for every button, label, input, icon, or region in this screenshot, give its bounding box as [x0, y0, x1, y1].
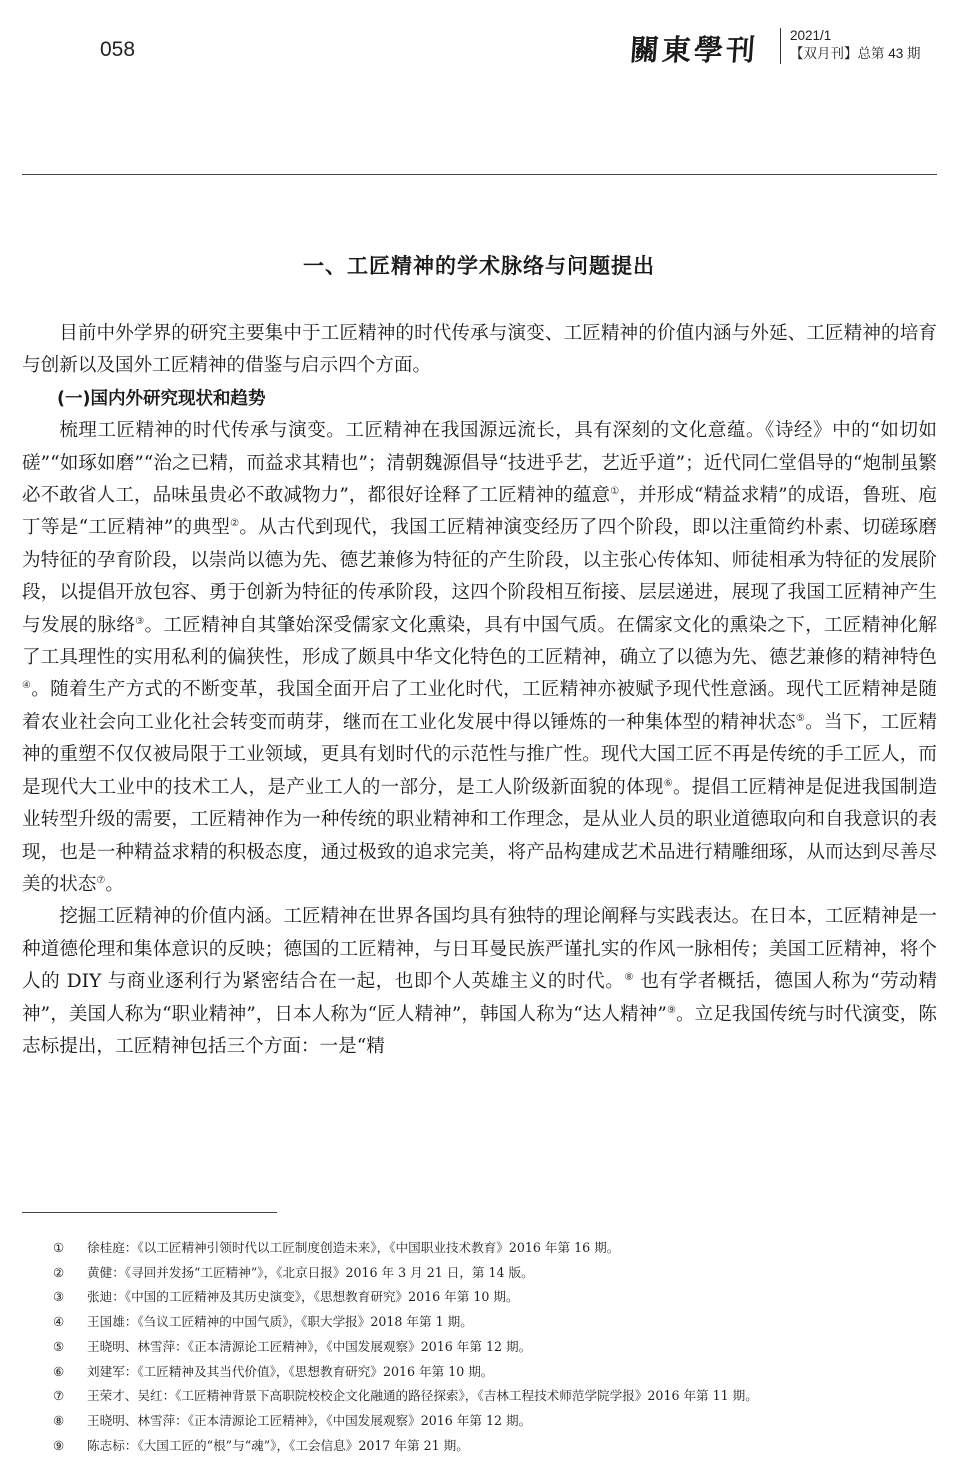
text-run: 。: [105, 873, 124, 895]
footnote-number: ①: [53, 1240, 65, 1255]
footnote-text: 黄健：《寻回并发扬“工匠精神”》，《北京日报》2016 年 3 月 21 日，第 14 版。: [87, 1264, 534, 1280]
footnote-number: ③: [53, 1289, 65, 1305]
subsection-heading: [22, 383, 937, 415]
footnote-number: ④: [53, 1314, 65, 1330]
footnote-item: [22, 1261, 937, 1286]
footnote-number: ⑧: [53, 1412, 65, 1428]
text-run: ，并形成“精益求精”的成语，鲁班、庖丁等是“工匠精神”的典型: [22, 485, 937, 539]
footnote-text: 刘建军：《工匠精神及其当代价值》，《思想教育研究》2016 年第 10 期。: [87, 1363, 494, 1379]
section-title: 一、工匠精神的学术脉络与问题提出: [303, 254, 655, 278]
journal-logo: 關東學刊: [628, 33, 760, 67]
text-run: 挖掘工匠精神的价值内涵。工匠精神在世界各国均具有独特的理论阐释与实践表达。在日本，工匠精神是一种道德伦理和集体意识的反映；德国的工匠精神，与日耳曼民族严谨扎实的作风一脉相传；美国工匠精神，将个人的 DIY 与商业逐利行为紧密结合在一起，也即个人英雄主义的时代。: [22, 906, 937, 993]
footnote-text: 陈志标：《大国工匠的“根”与“魂”》，《工会信息》2017 年第 21 期。: [87, 1437, 469, 1453]
issue-number: 【双月刊】总第 43 期: [790, 46, 921, 61]
text-run: 。随着生产方式的不断变革，我国全面开启了工业化时代，工匠精神亦被赋予现代性意涵。现代工匠精神是随着农业社会向工业化社会转变而萌芽，继而在工业化发展中得以锤炼的一种集体型的精神状态: [22, 679, 937, 733]
footnotes: [22, 1236, 937, 1458]
page-number: 058: [100, 38, 136, 61]
footnote-item: [22, 1360, 937, 1385]
text-run: 。从古代到现代，我国工匠精神演变经历了四个阶段，即以注重简约朴素、切磋琢磨为特征的孕育阶段，以崇尚以德为先、德艺兼修为特征的产生阶段，以主张心传体知、师徒相承为特征的发展阶段，以提倡开放包容、勇于创新为特征的传承阶段，这四个阶段相互衔接、层层递进，展现了我国工匠精神产生与发展的脉络: [22, 517, 937, 636]
footnote-ref: ⑧: [624, 971, 634, 983]
footnote-rule: [22, 1212, 277, 1213]
footnote-text: 王国雄：《刍议工匠精神的中国气质》，《职大学报》2018 年第 1 期。: [87, 1314, 473, 1330]
body-paragraph: [22, 318, 937, 383]
issue-year: 2021/1: [790, 28, 832, 43]
footnote-ref: ⑤: [795, 712, 806, 724]
body-text: [22, 318, 937, 1063]
text-run: 。提倡工匠精神是促进我国制造业转型升级的需要，工匠精神作为一种传统的职业精神和工作理念，是从业人员的职业道德取向和自我意识的表现，也是一种精益求精的积极态度，通过极致的追求完美，将产品构建成艺术品进行精雕细琢，从而达到尽善尽美的状态: [22, 776, 937, 895]
footnote-ref: ①: [610, 485, 620, 497]
footnote-number: ⑥: [53, 1363, 65, 1379]
footnote-ref: ④: [22, 680, 32, 692]
footnote-item: [22, 1384, 937, 1409]
body-paragraph: [22, 415, 937, 901]
header-rule: [22, 174, 937, 175]
footnote-item: [22, 1285, 937, 1310]
footnote-text: 王荣才、吴红：《工匠精神背景下高职院校校企文化融通的路径探索》，《吉林工程技术师范学院学报》2016 年第 11 期。: [87, 1388, 758, 1404]
footnote-number: ⑨: [53, 1437, 65, 1453]
footnote-item: [22, 1335, 937, 1360]
footnote-ref: ③: [135, 615, 145, 627]
footnote-number: ⑦: [53, 1388, 65, 1404]
footnote-number: ⑤: [53, 1338, 65, 1354]
text-run: 梳理工匠精神的时代传承与演变。工匠精神在我国源远流长，具有深刻的文化意蕴。《诗经》中的“如切如磋”“如琢如磨”“治之已精，而益求其精也”；清朝魏源倡导“技进乎艺，艺近乎道”；近代同仁堂倡导的“炮制虽繁必不敢省人工，品味虽贵必不敢减物力”，都很好诠释了工匠精神的蕴意: [22, 420, 937, 507]
footnote-text: 王晓明、林雪萍：《正本清源论工匠精神》，《中国发展观察》2016 年第 12 期。: [87, 1338, 532, 1354]
text-run: 。当下，工匠精神的重塑不仅仅被局限于工业领域，更具有划时代的示范性与推广性。现代大国工匠不再是传统的手工匠人，而是现代大工业中的技术工人，是产业工人的一部分，是工人阶级新面貌的体现: [22, 711, 937, 798]
footnote-item: [22, 1236, 937, 1261]
footnote-ref: ②: [230, 518, 240, 530]
text-run: 也有学者概括，德国人称为“劳动精神”，美国人称为“职业精神”，日本人称为“匠人精神”，韩国人称为“达人精神”: [22, 971, 938, 1025]
footnote-ref: ⑨: [666, 1004, 676, 1016]
footnote-item: [22, 1310, 937, 1335]
body-paragraph: [22, 901, 937, 1063]
footnote-item: [22, 1409, 937, 1434]
footnote-number: ②: [53, 1264, 65, 1280]
footnote-item: [22, 1434, 937, 1459]
footnote-text: 王晓明、林雪萍：《正本清源论工匠精神》，《中国发展观察》2016 年第 12 期。: [87, 1412, 532, 1428]
footnote-text: 张迪：《中国的工匠精神及其历史演变》，《思想教育研究》2016 年第 10 期。: [87, 1289, 519, 1305]
text-run: 目前中外学界的研究主要集中于工匠精神的时代传承与演变、工匠精神的价值内涵与外延、工匠精神的培育与创新以及国外工匠精神的借鉴与启示四个方面。: [22, 323, 937, 377]
footnote-ref: ⑦: [96, 874, 106, 886]
text-run: 。立足我国传统与时代演变，陈志标提出，工匠精神包括三个方面：一是“精: [22, 1003, 937, 1057]
text-run: (一)国内外研究现状和趋势: [57, 388, 266, 409]
footnote-text: 徐桂庭：《以工匠精神引领时代以工匠制度创造未来》，《中国职业技术教育》2016 年第 16 期。: [87, 1240, 620, 1255]
header-divider: [780, 28, 781, 64]
footnote-ref: ⑥: [663, 777, 674, 789]
issue-info: [790, 27, 921, 63]
text-run: 。工匠精神自其肇始深受儒家文化熏染，具有中国气质。在儒家文化的熏染之下，工匠精神化解了工具理性的实用私利的偏狭性，形成了颇具中华文化特色的工匠精神，确立了以德为先、德艺兼修的精神特色: [22, 614, 937, 669]
